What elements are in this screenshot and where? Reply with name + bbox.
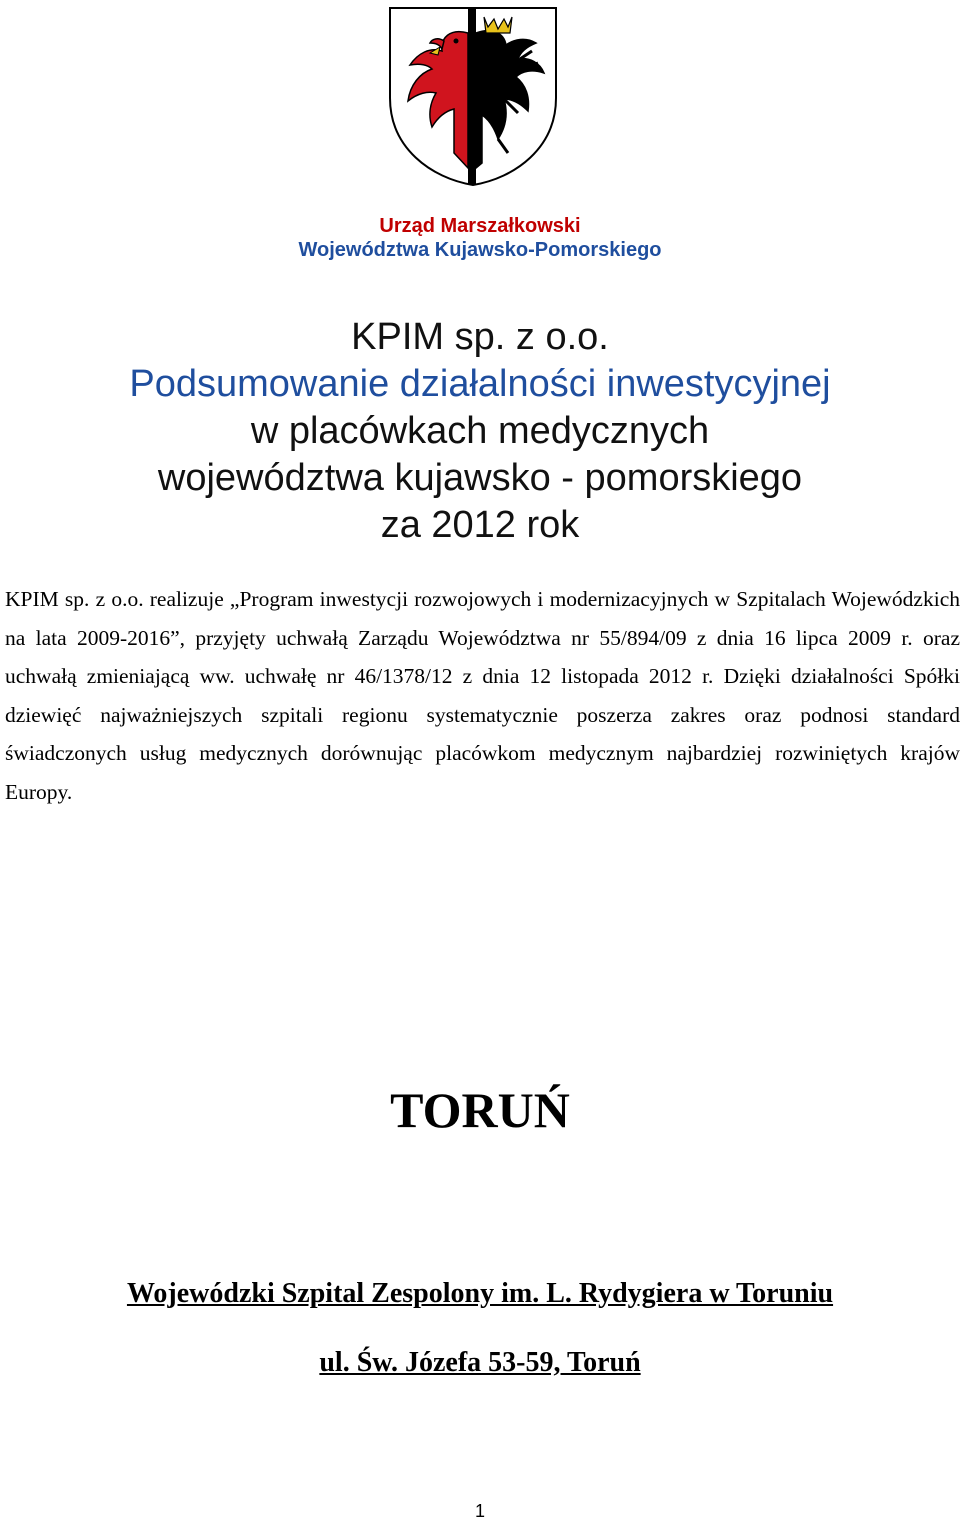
office-name-line1: Urząd Marszałkowski: [379, 215, 581, 237]
title-company: KPIM sp. z o.o.: [351, 316, 609, 358]
hospital-name: Wojewódzki Szpital Zespolony im. L. Rydygiera w Toruniu: [126, 1278, 834, 1309]
intro-paragraph: KPIM sp. z o.o. realizuje „Program inwestycji rozwojowych i modernizacyjnych w Szpitalach Wojewódzkich na lata 2009-2016”, przyjęty uchwałą Zarządu Województwa nr 55/894/09 z dnia 16 lipca 2009 r. oraz uchwałą zmieniającą ww. uchwałę nr 46/1378/12 z dnia 12 listopada 2012 r. Dzięki działalności Spółki dziewięć najważniejszych szpitali regionu systematycznie poszerza zakres oraz podnosi standard świadczonych usług medycznych dorównując placówkom medycznym najbardziej rozwiniętych krajów Europy.: [5, 587, 960, 804]
hospital-address: ul. Św. Józefa 53-59, Toruń: [319, 1347, 641, 1378]
title-line-4: województwa kujawsko - pomorskiego: [157, 457, 803, 499]
coat-of-arms-icon: [380, 3, 566, 189]
document-title: [0, 314, 960, 549]
title-line-3: w placówkach medycznych: [250, 410, 710, 452]
page-number: 1: [474, 1501, 485, 1521]
city-name: TORUŃ: [390, 1082, 570, 1138]
title-line-2: Podsumowanie działalności inwestycyjnej: [129, 363, 831, 405]
title-line-5: za 2012 rok: [380, 504, 580, 546]
office-name-line2: Województwa Kujawsko-Pomorskiego: [298, 239, 662, 261]
